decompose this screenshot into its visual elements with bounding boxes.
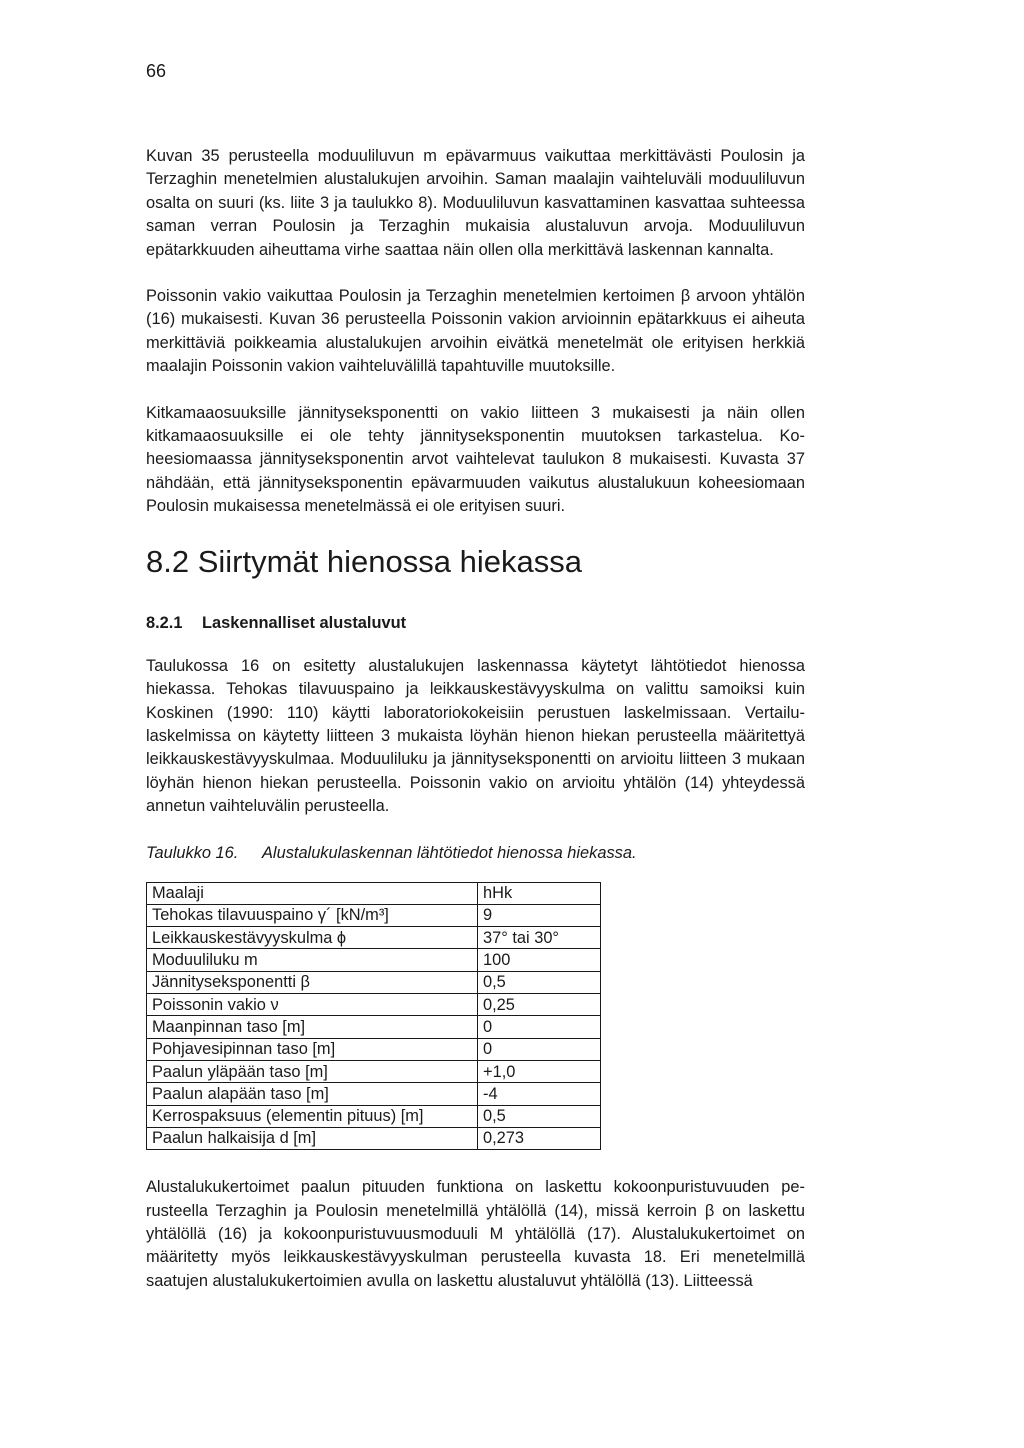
paragraph-poisson-ratio: Poissonin vakio vaikuttaa Poulosin ja Terzaghin menetelmien kertoimen β arvoon yhtälön (16) mukaisesti. Kuvan 36 perusteella Poissonin vakion arvioinnin epätarkkuus ei aiheuta merkittäviä poikkeamia alustalukujen arvoihin eivätkä menetelmät ole erityisen herkkiä maalajin Poissonin vakion vaihteluvälillä tapahtuville muutoksille.	[146, 287, 805, 376]
table-row	[147, 1083, 601, 1105]
parameter-value: +1,0	[478, 1060, 601, 1082]
parameter-name: Maanpinnan taso [m]	[147, 1016, 478, 1038]
parameters-table	[146, 882, 601, 1151]
parameter-value: 0,5	[478, 1105, 601, 1127]
parameter-value: 9	[478, 904, 601, 926]
table-caption	[146, 842, 805, 864]
paragraph-closing: Alustalukukertoimet paalun pituuden funktiona on laskettu kokoonpuristuvuuden perusteella Terzaghin ja Poulosin menetelmillä yhtälöllä (14), missä kerroin β on laskettu yhtälöllä (16) ja kokoonpuristuvuusmoduuli M yhtälöllä (17). Alustalukukertoimet on määritetty myös leikkauskestävyyskulman perusteella kuvasta 18. Eri menetelmillä saatujen alustalukukertoimien avulla on laskettu alustaluvut yhtälöllä (13). Liitteessä	[146, 1178, 805, 1290]
table-row	[147, 927, 601, 949]
page-number: 66	[146, 61, 167, 81]
parameter-value: -4	[478, 1083, 601, 1105]
table-row	[147, 882, 601, 904]
parameter-name: Poissonin vakio ν	[147, 994, 478, 1016]
subsection-number: 8.2.1	[146, 613, 183, 632]
parameter-value: 0,273	[478, 1127, 601, 1149]
table-row	[147, 1038, 601, 1060]
table-row	[147, 1127, 601, 1149]
parameter-value: 0	[478, 1038, 601, 1060]
table-caption-number: Taulukko 16.	[146, 843, 239, 862]
parameter-name: Paalun alapään taso [m]	[147, 1083, 478, 1105]
subsection-title: Laskennalliset alustaluvut	[202, 613, 407, 632]
parameter-value: 100	[478, 949, 601, 971]
table-row	[147, 971, 601, 993]
parameter-name: Tehokas tilavuuspaino γ´ [kN/m³]	[147, 904, 478, 926]
parameter-name: Moduuliluku m	[147, 949, 478, 971]
paragraph-stress-exponent: Kitkamaaosuuksille jännityseksponentti on vakio liitteen 3 mukaisesti ja näin ollen kitkamaaosuuksille ei ole tehty jännityseksponentin muutoksen tarkastelua. Koheesiomaassa jännityseksponentin arvot vaihtelevat taulukon 8 mukaisesti. Kuvasta 37 nähdään, että jännityseksponentin epävarmuuden vaikutus alustalukuun koheesiomaan Poulosin mukaisessa menetelmässä ei ole erityisen suuri.	[146, 403, 805, 516]
page-content	[146, 145, 805, 1316]
subsection-heading	[146, 612, 805, 634]
parameters-table-body	[147, 882, 601, 1150]
parameter-name: Kerrospaksuus (elementin pituus) [m]	[147, 1105, 478, 1127]
paragraph-modulus-uncertainty: Kuvan 35 perusteella moduuliluvun m epävarmuus vaikuttaa merkittävästi Poulosin ja Terzaghin menetelmien alustalukujen arvoihin. Saman maalajin vaihteluväli moduuliluvun osalta on suuri (ks. liite 3 ja taulukko 8). Moduuliluvun kasvattaminen kasvattaa suhteessa saman verran Poulosin ja Terzaghin mukaisia alustaluvun arvoja. Moduuliluvun epätarkkuuden aiheuttama virhe saattaa näin ollen olla merkittävä laskennan kannalta.	[146, 147, 805, 259]
table-row	[147, 904, 601, 926]
section-heading: 8.2 Siirtymät hienossa hiekassa	[146, 543, 582, 579]
table-row	[147, 1060, 601, 1082]
parameter-value: 0	[478, 1016, 601, 1038]
paragraph-table-intro: Taulukossa 16 on esitetty alustalukujen laskennassa käytetyt lähtötiedot hienossa hiekassa. Tehokas tilavuuspaino ja leikkauskestävyyskulma on valittu samoiksi kuin Koskinen (1990: 110) käytti laboratoriokokeisiin perustuen laskelmissaan. Vertailulaskelmissa on käytetty liitteen 3 mukaista löyhän hienon hiekan perusteella määritettyä leikkauskestävyyskulmaa. Moduuliluku ja jännityseksponentti on arvioitu liitteen 3 mukaan löyhän hienon hiekan perusteella. Poissonin vakio on arvioitu yhtälön (14) yhteydessä annetun vaihteluvälin perusteella.	[146, 656, 805, 816]
table-row	[147, 1016, 601, 1038]
parameter-value: hHk	[478, 882, 601, 904]
parameter-name: Leikkauskestävyyskulma ϕ	[147, 927, 478, 949]
parameter-value: 0,25	[478, 994, 601, 1016]
parameter-name: Pohjavesipinnan taso [m]	[147, 1038, 478, 1060]
table-row	[147, 1105, 601, 1127]
table-caption-text: Alustalukulaskennan lähtötiedot hienossa hiekassa.	[262, 843, 637, 862]
parameter-name: Maalaji	[147, 882, 478, 904]
parameter-name: Paalun yläpään taso [m]	[147, 1060, 478, 1082]
parameter-value: 37° tai 30°	[478, 927, 601, 949]
table-row	[147, 949, 601, 971]
parameter-value: 0,5	[478, 971, 601, 993]
table-row	[147, 994, 601, 1016]
parameter-name: Jännityseksponentti β	[147, 971, 478, 993]
parameter-name: Paalun halkaisija d [m]	[147, 1127, 478, 1149]
